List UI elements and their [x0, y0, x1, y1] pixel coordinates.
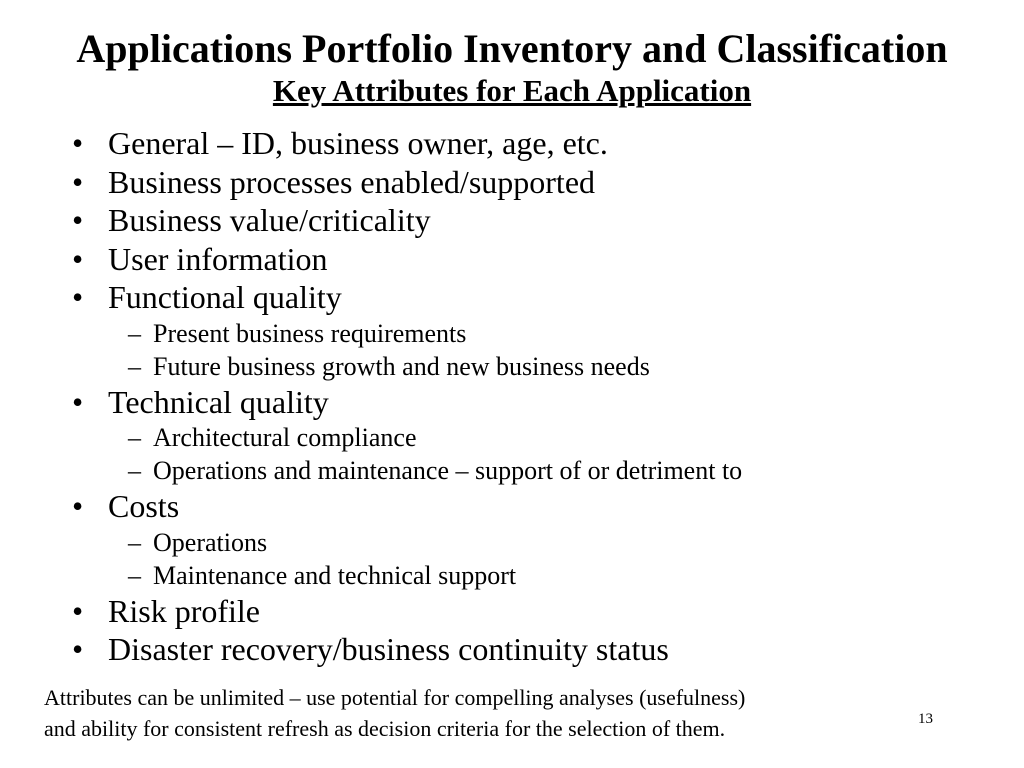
sub-bullet-text: Operations and maintenance – support of or detriment to	[153, 456, 743, 485]
sub-bullet	[0, 350, 1024, 383]
footnote-line-1: Attributes can be unlimited – use potential for compelling analyses (usefulness)	[44, 685, 746, 710]
sub-bullet-text: Architectural compliance	[153, 423, 417, 452]
bullet-text: User information	[108, 240, 328, 277]
bullet-text: Technical quality	[108, 383, 329, 420]
bullet-marker: •	[72, 202, 84, 238]
sub-marker: –	[128, 560, 141, 590]
bullet-text: Business processes enabled/supported	[108, 163, 596, 200]
bullet-text: Functional quality	[108, 279, 342, 315]
bullet-list	[0, 124, 1024, 669]
sub-list-technical-quality	[0, 421, 1024, 487]
sub-marker: –	[128, 351, 141, 381]
bullet-text: General – ID, business owner, age, etc.	[108, 125, 608, 161]
footnote	[44, 682, 974, 744]
slide-subtitle: Key Attributes for Each Application	[272, 73, 752, 108]
sub-bullet	[0, 559, 1024, 592]
sub-bullet-text: Future business growth and new business needs	[153, 351, 650, 381]
bullet-marker: •	[72, 488, 84, 524]
footnote-line-2: and ability for consistent refresh as decision criteria for the selection of them.	[44, 716, 726, 741]
bullet-marker: •	[72, 279, 84, 315]
sub-marker: –	[128, 318, 141, 348]
page-number: 13	[918, 711, 933, 727]
bullet-user-information	[0, 240, 1024, 279]
sub-list-functional-quality	[0, 317, 1024, 383]
bullet-functional-quality	[0, 278, 1024, 317]
sub-marker: –	[128, 423, 141, 452]
bullet-marker: •	[72, 592, 84, 629]
bullet-marker: •	[72, 125, 84, 161]
bullet-marker: •	[72, 383, 84, 420]
bullet-marker: •	[72, 163, 84, 200]
bullet-general	[0, 124, 1024, 163]
bullet-risk-profile	[0, 592, 1024, 631]
sub-bullet	[0, 317, 1024, 350]
sub-bullet-text: Present business requirements	[153, 318, 467, 348]
bullet-marker: •	[72, 240, 84, 277]
bullet-technical-quality	[0, 383, 1024, 422]
sub-bullet	[0, 421, 1024, 454]
sub-bullet	[0, 526, 1024, 559]
slide-title: Applications Portfolio Inventory and Classification	[76, 26, 948, 71]
bullet-business-processes	[0, 163, 1024, 202]
sub-marker: –	[128, 456, 141, 485]
bullet-disaster-recovery	[0, 630, 1024, 669]
sub-marker: –	[128, 527, 141, 557]
bullet-business-value	[0, 201, 1024, 240]
sub-list-costs	[0, 526, 1024, 592]
bullet-text: Disaster recovery/business continuity status	[108, 631, 669, 667]
sub-bullet-text: Operations	[153, 527, 268, 557]
bullet-marker: •	[72, 631, 84, 667]
bullet-text: Risk profile	[108, 592, 260, 629]
sub-bullet	[0, 454, 1024, 487]
sub-bullet-text: Maintenance and technical support	[153, 560, 517, 590]
bullet-text: Costs	[108, 488, 180, 524]
bullet-text: Business value/criticality	[108, 202, 431, 238]
bullet-costs	[0, 487, 1024, 526]
